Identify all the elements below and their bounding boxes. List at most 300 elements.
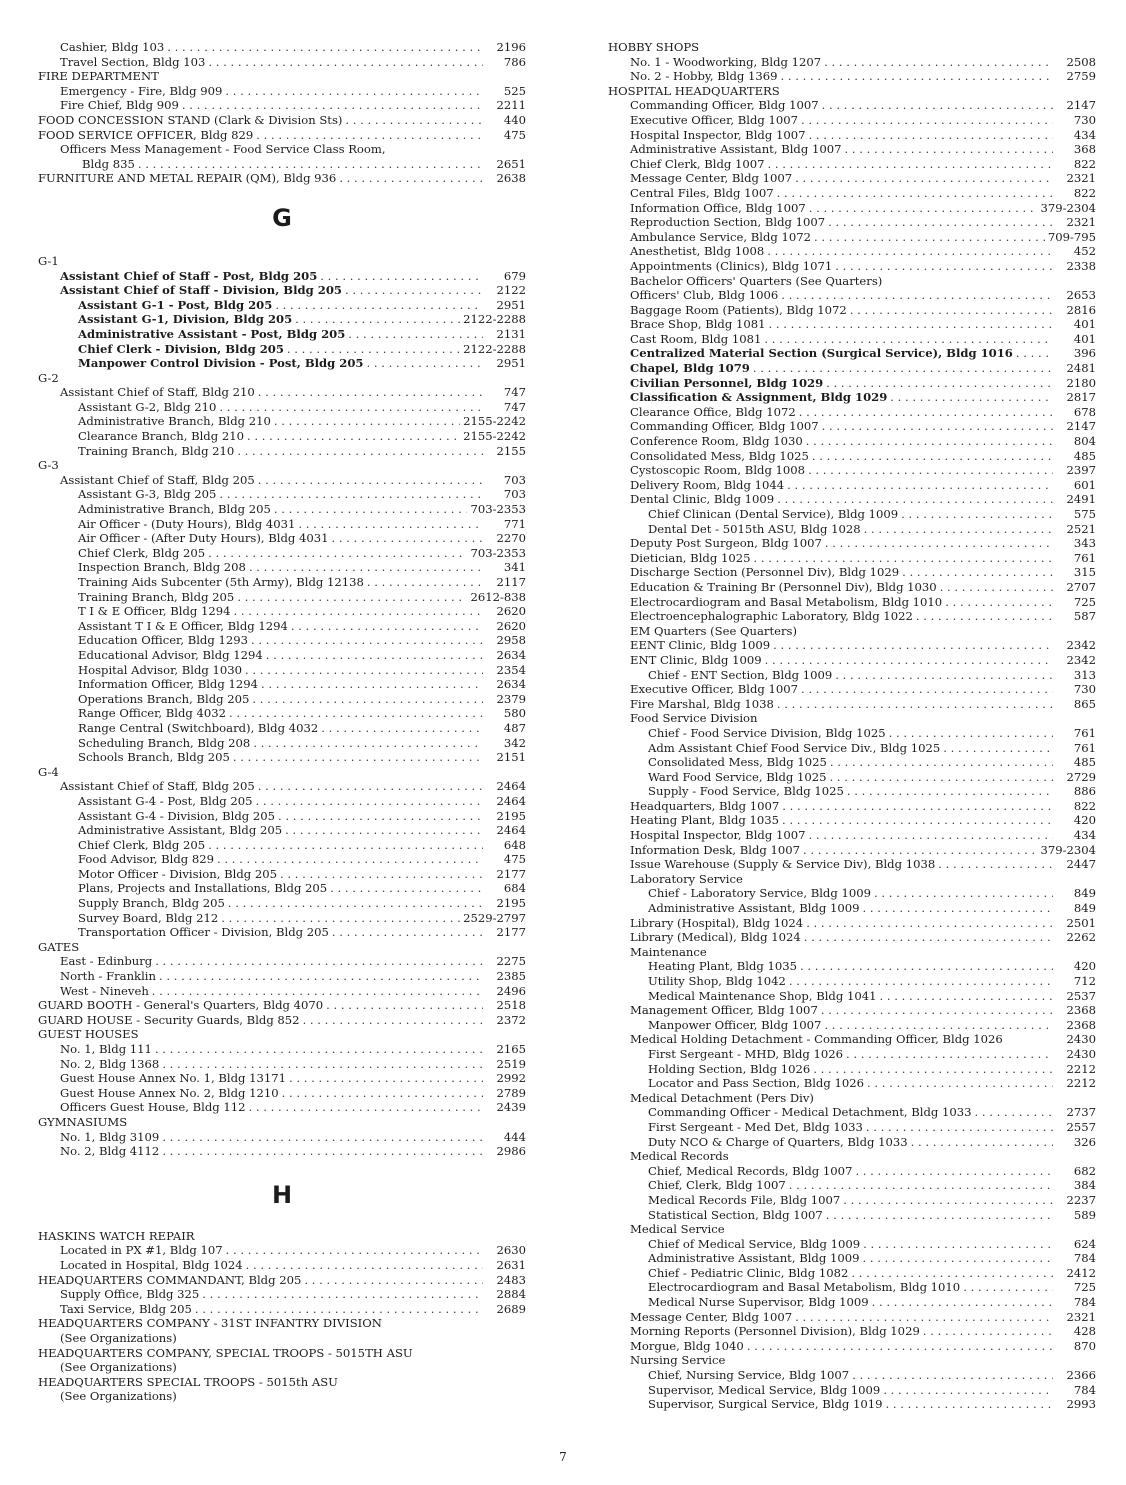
- phone-extension: 2412: [1066, 1265, 1096, 1280]
- leader-dots: [345, 113, 483, 128]
- leader-dots: [824, 55, 1053, 70]
- phone-extension: 420: [1073, 959, 1096, 974]
- phone-extension: 2122: [496, 283, 526, 298]
- leader-dots: [801, 682, 1053, 697]
- phone-extension: 2321: [1066, 215, 1096, 230]
- category-heading: [608, 1222, 1096, 1237]
- entry-label: Reproduction Section, Bldg 1007: [630, 215, 826, 230]
- directory-entry: [38, 269, 526, 284]
- directory-entry: [38, 969, 526, 984]
- entry-label: Supply Branch, Bldg 205: [78, 896, 225, 911]
- entry-label: Commanding Officer - Medical Detachment, Bldg 1033: [648, 1105, 972, 1120]
- entry-label: Training Branch, Bldg 205: [78, 589, 235, 604]
- phone-extension: 2151: [496, 750, 526, 765]
- entry-label: Scheduling Branch, Bldg 208: [78, 735, 251, 750]
- directory-entry: [38, 925, 526, 940]
- leader-dots: [781, 69, 1053, 84]
- entry-label: Medical Maintenance Shop, Bldg 1041: [648, 988, 877, 1003]
- phone-extension: 428: [1073, 1324, 1096, 1339]
- entry-label: Clearance Branch, Bldg 210: [78, 429, 244, 444]
- entry-label: Discharge Section (Personnel Div), Bldg 1029: [630, 565, 900, 580]
- leader-dots: [182, 98, 483, 113]
- directory-entry: [38, 794, 526, 809]
- entry-label: No. 2 - Hobby, Bldg 1369: [630, 69, 778, 84]
- directory-entry: [608, 259, 1096, 274]
- phone-extension: 2147: [1066, 419, 1096, 434]
- phone-extension: 784: [1073, 1382, 1096, 1397]
- phone-extension: 475: [503, 127, 526, 142]
- directory-entry: [608, 332, 1096, 347]
- leader-dots: [155, 1042, 483, 1057]
- heading-label: Nursing Service: [630, 1353, 726, 1368]
- entry-label: GUARD HOUSE - Security Guards, Bldg 852: [38, 1012, 300, 1027]
- directory-entry: [38, 896, 526, 911]
- entry-label: Chief - Laboratory Service, Bldg 1009: [648, 886, 871, 901]
- leader-dots: [862, 901, 1053, 916]
- directory-entry: [608, 449, 1096, 464]
- phone-extension: 2653: [1066, 288, 1096, 303]
- entry-label: Assistant G-3, Bldg 205: [78, 487, 217, 502]
- leader-dots: [803, 843, 1037, 858]
- leader-dots: [167, 40, 483, 55]
- entry-label: Commanding Officer, Bldg 1007: [630, 419, 819, 434]
- section-letter-h: H: [271, 1180, 293, 1209]
- phone-extension: 485: [1073, 448, 1096, 463]
- leader-dots: [303, 1013, 483, 1028]
- left-top-section: [38, 40, 526, 186]
- phone-extension: 870: [1073, 1338, 1096, 1353]
- entry-label: No. 2, Bldg 1368: [60, 1056, 160, 1071]
- heading-label: Medical Service: [630, 1222, 725, 1237]
- directory-entry: [38, 1144, 526, 1159]
- heading-label: HEADQUARTERS COMPANY, SPECIAL TROOPS - 5015TH ASU: [38, 1345, 413, 1360]
- leader-dots: [249, 560, 483, 575]
- leader-dots: [789, 974, 1053, 989]
- directory-entry: [38, 663, 526, 678]
- leader-dots: [804, 930, 1053, 945]
- directory-entry: [608, 113, 1096, 128]
- leader-dots: [256, 128, 483, 143]
- phone-extension: 786: [503, 54, 526, 69]
- entry-label: Heating Plant, Bldg 1035: [648, 959, 798, 974]
- entry-label: Motor Officer - Division, Bldg 205: [78, 866, 277, 881]
- directory-entry: [608, 201, 1096, 216]
- directory-entry: [608, 1047, 1096, 1062]
- directory-entry: [38, 1258, 526, 1273]
- leader-dots: [162, 1144, 483, 1159]
- leader-dots: [339, 171, 483, 186]
- entry-label: Electrocardiogram and Basal Metabolism, Bldg 1010: [648, 1280, 961, 1295]
- entry-label: Dental Det - 5015th ASU, Bldg 1028: [648, 521, 861, 536]
- phone-extension: 747: [503, 385, 526, 400]
- leader-dots: [801, 113, 1053, 128]
- leader-dots: [195, 1302, 483, 1317]
- entry-label: Classification & Assignment, Bldg 1029: [630, 390, 888, 405]
- entry-label: Chapel, Bldg 1079: [630, 361, 750, 376]
- category-heading: [38, 1027, 526, 1042]
- entry-label: Educational Advisor, Bldg 1294: [78, 647, 263, 662]
- entry-label: Assistant G-1 - Post, Bldg 205: [78, 297, 273, 312]
- category-heading: [38, 371, 526, 386]
- entry-label: Guest House Annex No. 1, Bldg 13171: [60, 1071, 287, 1086]
- entry-label: Assistant G-4 - Division, Bldg 205: [78, 808, 275, 823]
- directory-entry: [608, 1120, 1096, 1135]
- leader-dots: [245, 663, 483, 678]
- directory-entry: [608, 171, 1096, 186]
- phone-extension: 886: [1073, 784, 1096, 799]
- leader-dots: [911, 1135, 1053, 1150]
- phone-extension: 2481: [1066, 361, 1096, 376]
- leader-dots: [835, 668, 1053, 683]
- leader-dots: [221, 911, 460, 926]
- leader-dots: [826, 1208, 1053, 1223]
- leader-dots: [219, 400, 483, 415]
- directory-entry: [38, 852, 526, 867]
- letter-g-wrap: [38, 186, 526, 232]
- phone-extension: 761: [1073, 725, 1096, 740]
- phone-extension: 2122-2288: [463, 312, 526, 327]
- entry-label: Chief, Nursing Service, Bldg 1007: [648, 1368, 850, 1383]
- category-heading: [38, 69, 526, 84]
- entry-label: Medical Holding Detachment - Commanding Officer, Bldg 1026: [630, 1032, 1003, 1047]
- directory-entry: [608, 682, 1096, 697]
- leader-dots: [945, 595, 1053, 610]
- entry-label: Administrative Assistant, Bldg 1007: [630, 142, 842, 157]
- directory-entry: [608, 376, 1096, 391]
- phone-extension: 2707: [1066, 579, 1096, 594]
- phone-extension: 2638: [496, 171, 526, 186]
- directory-entry: [38, 487, 526, 502]
- phone-extension: 2518: [496, 998, 526, 1013]
- phone-extension: 452: [1073, 244, 1096, 259]
- directory-entry: [608, 1383, 1096, 1398]
- phone-extension: 725: [1073, 594, 1096, 609]
- directory-entry: [38, 809, 526, 824]
- leader-dots: [806, 916, 1053, 931]
- entry-label: Information Desk, Bldg 1007: [630, 842, 801, 857]
- entry-label: Issue Warehouse (Supply & Service Div), Bldg 1038: [630, 857, 936, 872]
- leader-dots: [773, 638, 1053, 653]
- phone-extension: 2958: [496, 633, 526, 648]
- entry-label: Medical Records File, Bldg 1007: [648, 1192, 841, 1207]
- entry-label: Assistant Chief of Staff - Post, Bldg 205: [60, 268, 318, 283]
- leader-dots: [777, 697, 1053, 712]
- phone-extension: 2275: [496, 954, 526, 969]
- directory-entry: [38, 954, 526, 969]
- leader-dots: [228, 896, 483, 911]
- phone-extension: 401: [1073, 317, 1096, 332]
- directory-entry: [38, 298, 526, 313]
- leader-dots: [843, 1193, 1053, 1208]
- leader-dots: [275, 298, 483, 313]
- directory-entry: [38, 113, 526, 128]
- leader-dots: [889, 726, 1053, 741]
- entry-label: Chief, Clerk, Bldg 1007: [648, 1178, 786, 1193]
- leader-dots: [799, 405, 1053, 420]
- leader-dots: [814, 230, 1045, 245]
- entry-label: Range Central (Switchboard), Bldg 4032: [78, 720, 319, 735]
- phone-extension: 2430: [1066, 1032, 1096, 1047]
- phone-extension: 2195: [496, 896, 526, 911]
- heading-label: (See Organizations): [60, 1360, 177, 1375]
- phone-extension: 2195: [496, 808, 526, 823]
- directory-entry: [608, 857, 1096, 872]
- phone-extension: 2165: [496, 1042, 526, 1056]
- phone-extension: 730: [1073, 112, 1096, 127]
- leader-dots: [219, 487, 483, 502]
- category-heading: [608, 1091, 1096, 1106]
- entry-label: No. 1, Bldg 3109: [60, 1129, 160, 1144]
- entry-label: Morgue, Bldg 1040: [630, 1338, 744, 1353]
- left-column: [38, 40, 526, 1404]
- directory-entry: [38, 838, 526, 853]
- leader-dots: [274, 414, 460, 429]
- directory-entry: [38, 604, 526, 619]
- entry-label: Education & Training Br (Personnel Div), Bldg 1030: [630, 579, 937, 594]
- leader-dots: [237, 590, 467, 605]
- entry-label: Morning Reports (Personnel Division), Bldg 1029: [630, 1324, 920, 1339]
- leader-dots: [789, 1178, 1053, 1193]
- phone-extension: 2529-2797: [463, 910, 526, 925]
- directory-entry: [608, 755, 1096, 770]
- phone-extension: 341: [503, 560, 526, 575]
- entry-label: West - Nineveh: [60, 983, 149, 998]
- phone-extension: 475: [503, 852, 526, 867]
- heading-label: Medical Detachment (Pers Div): [630, 1090, 814, 1105]
- entry-label: Consolidated Mess, Bldg 1025: [630, 448, 809, 463]
- entry-label: Commanding Officer, Bldg 1007: [630, 98, 819, 113]
- entry-label: FOOD SERVICE OFFICER, Bldg 829: [38, 127, 254, 142]
- leader-dots: [828, 215, 1053, 230]
- directory-entry: [608, 828, 1096, 843]
- category-heading: [608, 274, 1096, 289]
- phone-extension: 2354: [496, 662, 526, 677]
- entry-label: Cast Room, Bldg 1081: [630, 331, 762, 346]
- leader-dots: [781, 288, 1053, 303]
- leader-dots: [285, 823, 483, 838]
- entry-label: Hospital Inspector, Bldg 1007: [630, 127, 806, 142]
- phone-extension: 2483: [496, 1272, 526, 1287]
- leader-dots: [872, 1295, 1053, 1310]
- entry-label: Plans, Projects and Installations, Bldg 205: [78, 881, 328, 896]
- entry-label: Assistant Chief of Staff, Bldg 210: [60, 385, 255, 400]
- entry-label: Ambulance Service, Bldg 1072: [630, 229, 811, 244]
- leader-dots: [844, 142, 1053, 157]
- directory-entry: [608, 186, 1096, 201]
- leader-dots: [295, 312, 460, 327]
- entry-label: Education Officer, Bldg 1293: [78, 633, 248, 648]
- directory-entry: [38, 128, 526, 143]
- phone-extension: 487: [503, 720, 526, 735]
- category-heading: [38, 1360, 526, 1375]
- directory-entry: [38, 40, 526, 55]
- phone-extension: 2521: [1066, 521, 1096, 536]
- directory-entry: [608, 1324, 1096, 1339]
- directory-entry: [608, 974, 1096, 989]
- entry-label: Assistant G-2, Bldg 210: [78, 399, 217, 414]
- phone-extension: 849: [1073, 901, 1096, 916]
- directory-entry: [608, 317, 1096, 332]
- heading-label: GYMNASIUMS: [38, 1114, 128, 1129]
- directory-entry: [608, 1062, 1096, 1077]
- directory-entry: [38, 911, 526, 926]
- entry-label: Chief Clinican (Dental Service), Bldg 1009: [648, 507, 899, 521]
- leader-dots: [348, 327, 483, 342]
- category-heading: [608, 872, 1096, 887]
- leader-dots: [332, 925, 483, 940]
- entry-label: Dental Clinic, Bldg 1009: [630, 492, 775, 507]
- phone-extension: 865: [1073, 696, 1096, 711]
- directory-entry: [38, 619, 526, 634]
- heading-label: G-3: [38, 458, 59, 473]
- leader-dots: [225, 84, 483, 99]
- entry-label: Assistant Chief of Staff, Bldg 205: [60, 472, 255, 487]
- leader-dots: [809, 201, 1038, 216]
- entry-label: Air Officer - (Duty Hours), Bldg 4031: [78, 516, 296, 531]
- directory-entry: [38, 400, 526, 415]
- phone-extension: 684: [503, 881, 526, 896]
- phone-extension: 434: [1073, 828, 1096, 843]
- entry-label: Administrative Branch, Bldg 205: [78, 502, 271, 517]
- phone-extension: 712: [1073, 974, 1096, 988]
- directory-entry: [608, 536, 1096, 551]
- entry-label: Air Officer - (After Duty Hours), Bldg 4031: [78, 531, 329, 546]
- leader-dots: [298, 517, 483, 532]
- directory-entry: [608, 128, 1096, 143]
- entry-label: Library (Medical), Bldg 1024: [630, 930, 801, 945]
- leader-dots: [765, 653, 1053, 668]
- directory-entry: [608, 303, 1096, 318]
- leader-dots: [777, 186, 1053, 201]
- entry-label: EENT Clinic, Bldg 1009: [630, 638, 771, 653]
- leader-dots: [321, 721, 483, 736]
- leader-dots: [202, 1287, 483, 1302]
- leader-dots: [753, 361, 1053, 376]
- entry-label: Taxi Service, Bldg 205: [60, 1301, 192, 1316]
- entry-label: No. 1 - Woodworking, Bldg 1207: [630, 54, 822, 69]
- entry-label: Schools Branch, Bldg 205: [78, 750, 230, 765]
- entry-label: GUARD BOOTH - General's Quarters, Bldg 4070: [38, 998, 324, 1013]
- heading-label: HASKINS WATCH REPAIR: [38, 1228, 195, 1243]
- phone-extension: 2816: [1066, 302, 1096, 317]
- leader-dots: [233, 750, 483, 765]
- directory-entry: [38, 984, 526, 999]
- leader-dots: [916, 609, 1053, 624]
- leader-dots: [208, 55, 483, 70]
- directory-entry: [38, 502, 526, 517]
- entry-label: Ward Food Service, Bldg 1025: [648, 769, 827, 784]
- directory-entry: [608, 1208, 1096, 1223]
- leader-dots: [850, 303, 1053, 318]
- heading-label: Maintenance: [630, 944, 707, 959]
- leader-dots: [274, 502, 468, 517]
- entry-label: Manpower Control Division - Post, Bldg 205: [78, 356, 364, 371]
- phone-extension: 2951: [496, 356, 526, 371]
- leader-dots: [249, 1100, 484, 1115]
- directory-entry: [608, 1368, 1096, 1383]
- phone-extension: 575: [1073, 507, 1096, 521]
- leader-dots: [824, 1018, 1053, 1033]
- leader-dots: [847, 784, 1053, 799]
- phone-extension: 703: [503, 472, 526, 487]
- leader-dots: [874, 886, 1053, 901]
- directory-entry: [38, 473, 526, 488]
- leader-dots: [251, 633, 483, 648]
- entry-label: Civilian Personnel, Bldg 1029: [630, 375, 824, 390]
- phone-extension: 2557: [1066, 1119, 1096, 1134]
- entry-label: Officers' Club, Bldg 1006: [630, 288, 779, 303]
- directory-entry: [38, 1273, 526, 1288]
- leader-dots: [851, 1266, 1053, 1281]
- directory-entry: [38, 84, 526, 99]
- directory-entry: [608, 1251, 1096, 1266]
- phone-extension: 678: [1073, 404, 1096, 419]
- phone-extension: 849: [1073, 886, 1096, 901]
- entry-label: Inspection Branch, Bldg 208: [78, 560, 246, 575]
- directory-entry: [38, 171, 526, 186]
- directory-entry: [38, 575, 526, 590]
- phone-extension: 420: [1073, 813, 1096, 828]
- leader-dots: [826, 376, 1053, 391]
- phone-extension: 2993: [1066, 1397, 1096, 1412]
- entry-label: Electroencephalographic Laboratory, Bldg 1022: [630, 609, 913, 624]
- leader-dots: [808, 463, 1053, 478]
- category-heading: [608, 40, 1096, 55]
- leader-dots: [768, 157, 1053, 172]
- directory-entry: [38, 517, 526, 532]
- phone-extension: 2379: [496, 691, 526, 706]
- leader-dots: [890, 390, 1053, 405]
- heading-label: FIRE DEPARTMENT: [38, 69, 159, 84]
- entry-label: Administrative Branch, Bldg 210: [78, 414, 271, 429]
- directory-entry: [38, 706, 526, 721]
- leader-dots: [138, 157, 483, 172]
- heading-label: Food Service Division: [630, 711, 758, 726]
- phone-extension: 2196: [496, 40, 526, 54]
- heading-label: Laboratory Service: [630, 871, 743, 886]
- entry-label: Message Center, Bldg 1007: [630, 1309, 793, 1324]
- leader-dots: [237, 444, 483, 459]
- phone-extension: 2212: [1066, 1061, 1096, 1076]
- phone-extension: 2634: [496, 677, 526, 692]
- directory-entry: [38, 736, 526, 751]
- leader-dots: [226, 1243, 483, 1258]
- entry-label: Heating Plant, Bldg 1035: [630, 813, 780, 828]
- phone-extension: 2321: [1066, 171, 1096, 186]
- entry-label: Administrative Assistant - Post, Bldg 205: [78, 326, 346, 341]
- entry-label: T I & E Officer, Bldg 1294: [78, 604, 231, 619]
- entry-label: Assistant Chief of Staff, Bldg 205: [60, 779, 255, 794]
- leader-dots: [768, 317, 1053, 332]
- directory-entry: [38, 414, 526, 429]
- entry-label: Executive Officer, Bldg 1007: [630, 112, 798, 127]
- phone-extension: 2397: [1066, 463, 1096, 478]
- phone-extension: 2439: [496, 1100, 526, 1115]
- directory-entry: [608, 784, 1096, 799]
- entry-label: ENT Clinic, Bldg 1009: [630, 652, 762, 667]
- entry-label: Assistant T I & E Officer, Bldg 1294: [78, 618, 288, 633]
- entry-label: Administrative Assistant, Bldg 1009: [648, 1251, 860, 1266]
- entry-label: Emergency - Fire, Bldg 909: [60, 83, 223, 98]
- directory-entry: [38, 1302, 526, 1317]
- phone-extension: 703-2353: [470, 502, 526, 517]
- entry-label: No. 1, Bldg 111: [60, 1042, 152, 1056]
- leader-dots: [162, 1130, 483, 1145]
- directory-entry: [608, 1310, 1096, 1325]
- category-heading: [608, 1353, 1096, 1368]
- phone-extension: 761: [1073, 740, 1096, 755]
- entry-label: Located in PX #1, Bldg 107: [60, 1243, 223, 1258]
